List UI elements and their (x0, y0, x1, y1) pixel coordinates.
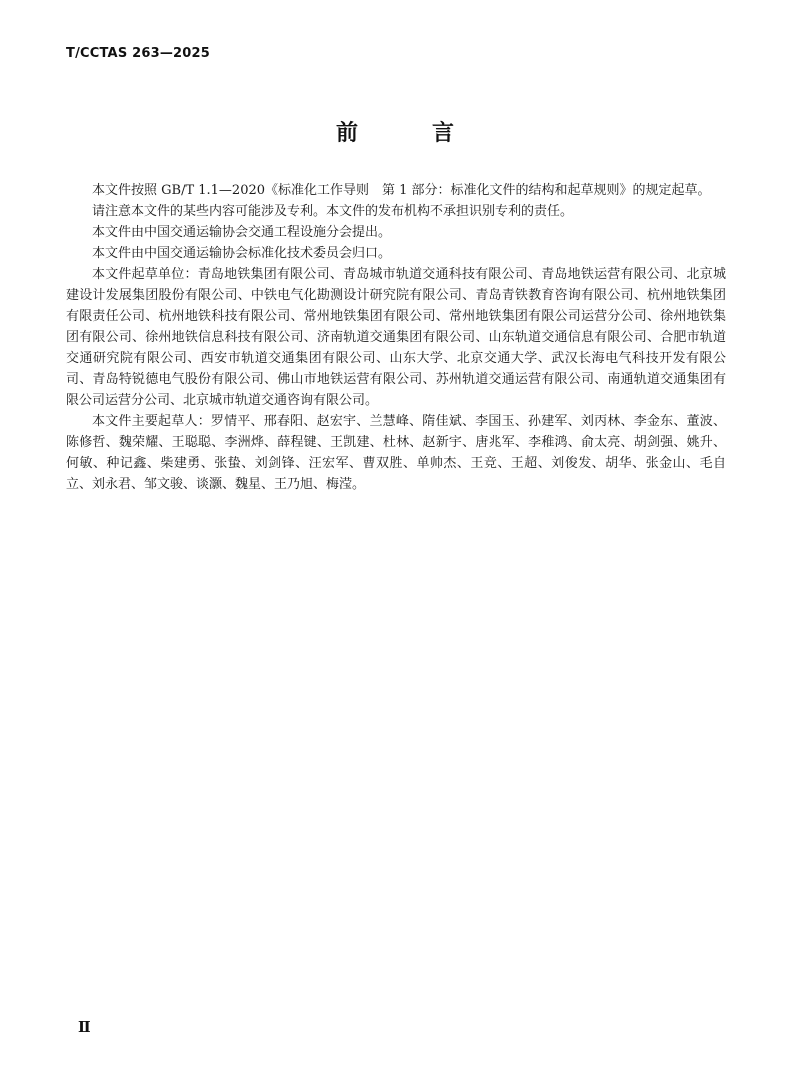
paragraph-drafters: 本文件主要起草人：罗情平、邢春阳、赵宏宇、兰慧峰、隋佳斌、李国玉、孙建军、刘丙林、李金东、董波、陈修哲、魏荣耀、王聪聪、李洲烨、薛程键、王凯建、杜林、赵新宇、唐兆军、李稚鸿、俞太亮、胡剑强、姚升、何敏、种记鑫、柴建勇、张蛰、刘剑锋、汪宏军、曹双胜、单帅杰、王竞、王超、刘俊发、胡华、张金山、毛自立、刘永君、邹文骏、谈灏、魏星、王乃旭、梅滢。 (66, 414, 726, 492)
paragraph-centralized-unit: 本文件由中国交通运输协会标准化技术委员会归口。 (92, 246, 392, 261)
page-title (0, 116, 790, 147)
body-text (66, 180, 726, 495)
document-code: T/CCTAS 263—2025 (66, 46, 211, 61)
paragraph-drafting-units: 本文件起草单位：青岛地铁集团有限公司、青岛城市轨道交通科技有限公司、青岛地铁运营有限公司、北京城建设计发展集团股份有限公司、中铁电气化勘测设计研究院有限公司、青岛青铁教育咨询有限公司、杭州地铁集团有限责任公司、杭州地铁科技有限公司、常州地铁集团有限公司、常州地铁集团有限公司运营分公司、徐州地铁集团有限公司、徐州地铁信息科技有限公司、济南轨道交通集团有限公司、山东轨道交通信息有限公司、合肥市轨道交通研究院有限公司、西安市轨道交通集团有限公司、山东大学、北京交通大学、武汉长海电气科技开发有限公司、青岛特锐德电气股份有限公司、佛山市地铁运营有限公司、苏州轨道交通运营有限公司、南通轨道交通集团有限公司运营分公司、北京城市轨道交通咨询有限公司。 (66, 267, 726, 408)
page-number: Ⅱ (78, 1018, 91, 1036)
paragraph-drafting-basis: 本文件按照 GB/T 1.1—2020《标准化工作导则 第 1 部分：标准化文件的结构和起草规则》的规定起草。 (92, 183, 711, 198)
paragraph-patent-notice: 请注意本文件的某些内容可能涉及专利。本文件的发布机构不承担识别专利的责任。 (92, 204, 574, 219)
paragraph-proposer: 本文件由中国交通运输协会交通工程设施分会提出。 (92, 225, 392, 240)
page-title-text: 前 言 (335, 121, 480, 146)
